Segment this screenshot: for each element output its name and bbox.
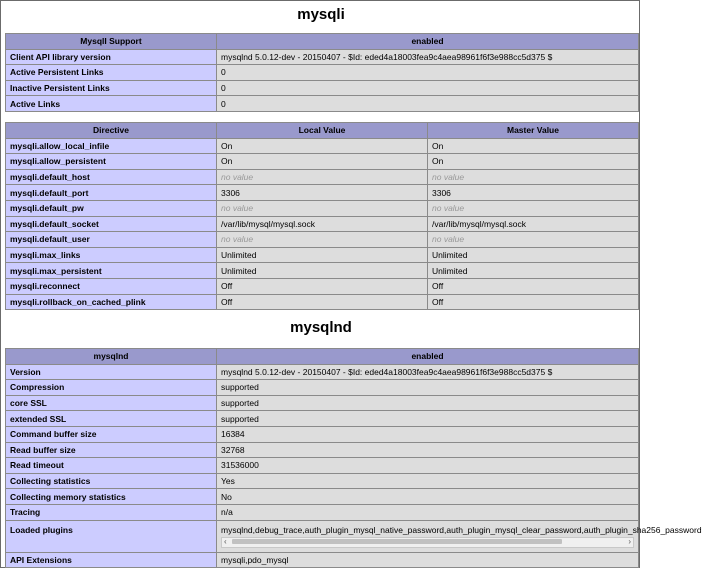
row-label: Active Persistent Links [6,65,217,81]
table-row [6,489,639,505]
row-value: 0 [217,65,639,81]
directive-row [6,232,639,248]
table-row [6,473,639,489]
row-value: No [217,489,639,505]
mysqlnd-section-title: mysqlnd [290,319,352,336]
table-row [6,80,639,96]
scrollbar-thumb[interactable] [232,539,562,544]
horizontal-scrollbar[interactable] [221,537,634,548]
row-label: Loaded plugins [6,520,217,552]
local-value: Unlimited [217,263,428,279]
table-row-api-extensions [6,552,639,568]
master-value: Off [428,294,639,310]
row-label: Tracing [6,504,217,520]
row-label: core SSL [6,395,217,411]
directive-row [6,154,639,170]
column-header: Local Value [217,123,428,139]
master-value: no value [428,200,639,216]
table-row [6,458,639,474]
column-header: Master Value [428,123,639,139]
row-label: Read timeout [6,458,217,474]
column-header: MysqlI Support [6,34,217,50]
directive-name: mysqli.default_user [6,232,217,248]
column-header: enabled [217,349,639,365]
row-label: Compression [6,380,217,396]
row-label: Command buffer size [6,426,217,442]
table-header-row [6,34,639,50]
mysqli-directives-table [5,122,639,310]
row-label: extended SSL [6,411,217,427]
row-value: mysqlnd 5.0.12-dev - 20150407 - $Id: eded4a18003fea9c4aea98961f6f3e988cc5d375 $ [217,364,639,380]
directive-row [6,294,639,310]
local-value: /var/lib/mysql/mysql.sock [217,216,428,232]
directive-row [6,169,639,185]
directive-row [6,263,639,279]
directive-name: mysqli.max_persistent [6,263,217,279]
local-value: Off [217,294,428,310]
local-value: 3306 [217,185,428,201]
local-value: Off [217,278,428,294]
mysqli-support-table [5,33,639,112]
row-label: Client API library version [6,49,217,65]
row-value: n/a [217,504,639,520]
row-label: Collecting statistics [6,473,217,489]
table-row [6,364,639,380]
row-value: 31536000 [217,458,639,474]
master-value: /var/lib/mysql/mysql.sock [428,216,639,232]
directive-name: mysqli.rollback_on_cached_plink [6,294,217,310]
master-value: On [428,138,639,154]
directive-row [6,138,639,154]
directive-name: mysqli.default_socket [6,216,217,232]
local-value: no value [217,169,428,185]
directive-name: mysqli.default_host [6,169,217,185]
table-header-row [6,349,639,365]
directive-name: mysqli.default_pw [6,200,217,216]
column-header: mysqlnd [6,349,217,365]
row-label: Inactive Persistent Links [6,80,217,96]
directive-name: mysqli.max_links [6,247,217,263]
master-value: Off [428,278,639,294]
row-value: Yes [217,473,639,489]
directive-name: mysqli.default_port [6,185,217,201]
column-header: Directive [6,123,217,139]
row-value: mysqli,pdo_mysql [217,552,639,568]
directive-name: mysqli.allow_local_infile [6,138,217,154]
local-value: no value [217,232,428,248]
master-value: no value [428,169,639,185]
row-label: API Extensions [6,552,217,568]
mysqli-section-title: mysqli [297,6,345,23]
loaded-plugins-value: mysqlnd,debug_trace,auth_plugin_mysql_native_password,auth_plugin_mysql_clear_password,auth_plugin_sha256_password [221,524,702,535]
scroll-left-icon[interactable]: ‹ [224,536,227,546]
directive-name: mysqli.reconnect [6,278,217,294]
directive-row [6,278,639,294]
local-value: On [217,138,428,154]
row-value: supported [217,395,639,411]
scroll-right-icon[interactable]: › [628,536,631,546]
table-row [6,442,639,458]
directive-row [6,216,639,232]
row-value: supported [217,411,639,427]
loaded-plugins-scroll-area[interactable] [221,523,702,550]
column-header: enabled [217,34,639,50]
master-value: no value [428,232,639,248]
row-value: 32768 [217,442,639,458]
directive-row [6,185,639,201]
row-label: Read buffer size [6,442,217,458]
table-row [6,49,639,65]
local-value: Unlimited [217,247,428,263]
table-header-row [6,123,639,139]
table-row [6,395,639,411]
master-value: Unlimited [428,263,639,279]
row-label: Active Links [6,96,217,112]
row-value: 0 [217,80,639,96]
table-row [6,411,639,427]
row-label: Collecting memory statistics [6,489,217,505]
loaded-plugins-cell [217,520,702,552]
mysqlnd-table [5,348,702,568]
row-value: mysqlnd 5.0.12-dev - 20150407 - $Id: eded4a18003fea9c4aea98961f6f3e988cc5d375 $ [217,49,639,65]
table-row-loaded-plugins [6,520,639,552]
directive-row [6,247,639,263]
directive-row [6,200,639,216]
table-row [6,65,639,81]
row-label: Version [6,364,217,380]
row-value: supported [217,380,639,396]
local-value: no value [217,200,428,216]
table-row [6,504,639,520]
row-value: 0 [217,96,639,112]
master-value: On [428,154,639,170]
master-value: Unlimited [428,247,639,263]
table-row [6,426,639,442]
local-value: On [217,154,428,170]
table-row [6,96,639,112]
table-row [6,380,639,396]
master-value: 3306 [428,185,639,201]
directive-name: mysqli.allow_persistent [6,154,217,170]
row-value: 16384 [217,426,639,442]
